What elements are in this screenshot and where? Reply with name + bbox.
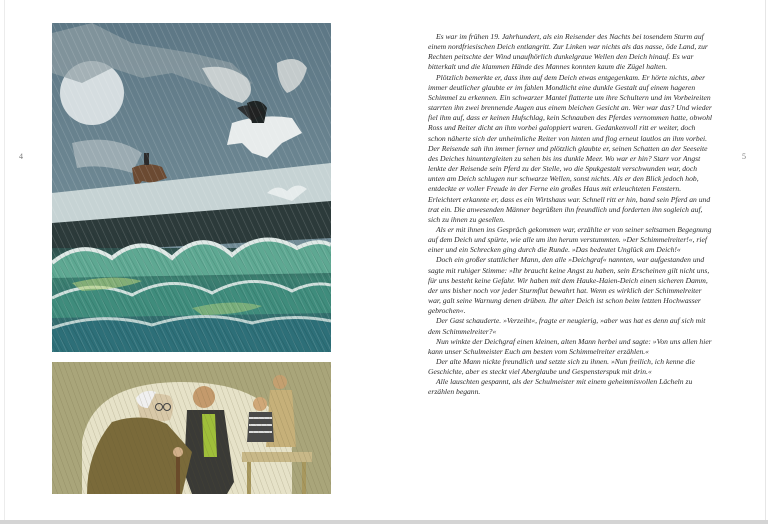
paragraph: Plötzlich bemerkte er, dass ihm auf dem Deich etwas entgegenkam. Er hörte nichts, aber immer deutlicher glaubte er im fahlen Mondlicht eine dunkle Gestalt auf einem hageren Schimmel zu erkennen. Ein schwarzer Mantel flatterte um ihre Schultern und im Vorbeireiten starrten ihn zwei brennende Augen aus einem bleichen Gesicht an. Wer war das? Und wieder fiel ihm auf, dass er keinen Hufschlag, kein Schnauben des Pferdes vernommen hatte, obwohl Ross und Reiter dicht an ihm vorbei galoppiert waren. Gedankenvoll ritt er weiter, doch schon näherte sich der unheimliche Reiter von hinten und flog erneut lautlos an ihm vorbei. Der Reisende sah ihn immer ferner und plötzlich glaubte er, seinen Schatten an der Seeseite des Deiches hinuntergleiten zu sehen bis ins dunkle Meer. Wo war er hin? Starr vor Angst lenkte der Reisende sein Pferd zu der Stelle, wo die Spukgestalt verschwunden war, doch unten am Deich schlugen nur schwarze Wellen, sonst nichts. Als er den Blick jedoch hob, entdeckte er voller Freude in der Ferne ein großes Haus mit erleuchteten Fenstern. Erleichtert erkannte er, dass es ein Wirtshaus war. Schnell ritt er hin, band sein Pferd an und trat ein. Die anwesenden Männer begrüßten ihn freundlich und forderten ihn sogleich auf, sich zu ihnen zu gesellen. [428,72,713,224]
story-text [428,32,714,398]
storm-rider-illustration [52,23,331,352]
page-number-left: 4 [19,152,23,161]
paragraph: Alle lauschten gespannt, als der Schulmeister mit einem geheimnisvollen Lächeln zu erzählen begann. [428,377,693,397]
page-number-right: 5 [742,152,746,161]
page-edge [765,0,766,520]
paragraph: Der alte Mann nickte freundlich und setzte sich zu ihnen. »Nun freilich, ich kenne die Geschichte, aber es steckt viel Aberglaube und Gespensterspuk mit drin.« [428,357,695,377]
left-page [0,0,384,520]
paragraph: Doch ein großer stattlicher Mann, den alle »Deichgraf« nannten, war aufgestanden und sagte mit ruhiger Stimme: »Ihr braucht keine Angst zu haben, sein Erscheinen gilt nicht uns, für uns besteht keine Gefahr. Wir haben mit dem Hauke-Haien-Deich einen sicheren Damm, der uns bisher noch vor jeder Sturmflut bewahrt hat. Wenn es wirklich der Schimmelreiter war, galt seine Warnung denen drüben. Ihr alter Deich ist schon beim letzten Hochwasser gebrochen«. [428,255,710,316]
paragraph: Nun winkte der Deichgraf einen kleinen, alten Mann herbei und sagte: »Von uns allen hier kann unser Schulmeister Euch am besten vom Schimmelreiter erzählen.« [428,336,712,356]
paragraph: Als er mit ihnen ins Gespräch gekommen war, erzählte er von seiner seltsamen Begegnung auf dem Deich und spürte, wie alle um ihn herum verstummten. »Der Schimmelreiter!«, rief einer und ein Schrecken ging durch die Runde. »Das bedeutet Unglück am Deich!« [428,224,712,255]
tavern-illustration [52,362,331,494]
paragraph: Es war im frühen 19. Jahrhundert, als ein Reisender des Nachts bei tosendem Sturm auf einem nordfriesischen Deich entlangritt. Zur Linken war nichts als das nasse, öde Land, zur Rechten peitschte der Wind unaufhörlich dunkelgraue Wellen den Deich hinauf. Es war bitterkalt und die klammen Hände des Mannes konnten kaum die Zügel halten. [428,32,708,72]
right-page [384,0,768,520]
paragraph: Der Gast schauderte. »Verzeiht«, fragte er neugierig, »aber was hat es denn auf sich mit dem Schimmelreiter?« [428,316,706,336]
page-edge [4,0,5,520]
